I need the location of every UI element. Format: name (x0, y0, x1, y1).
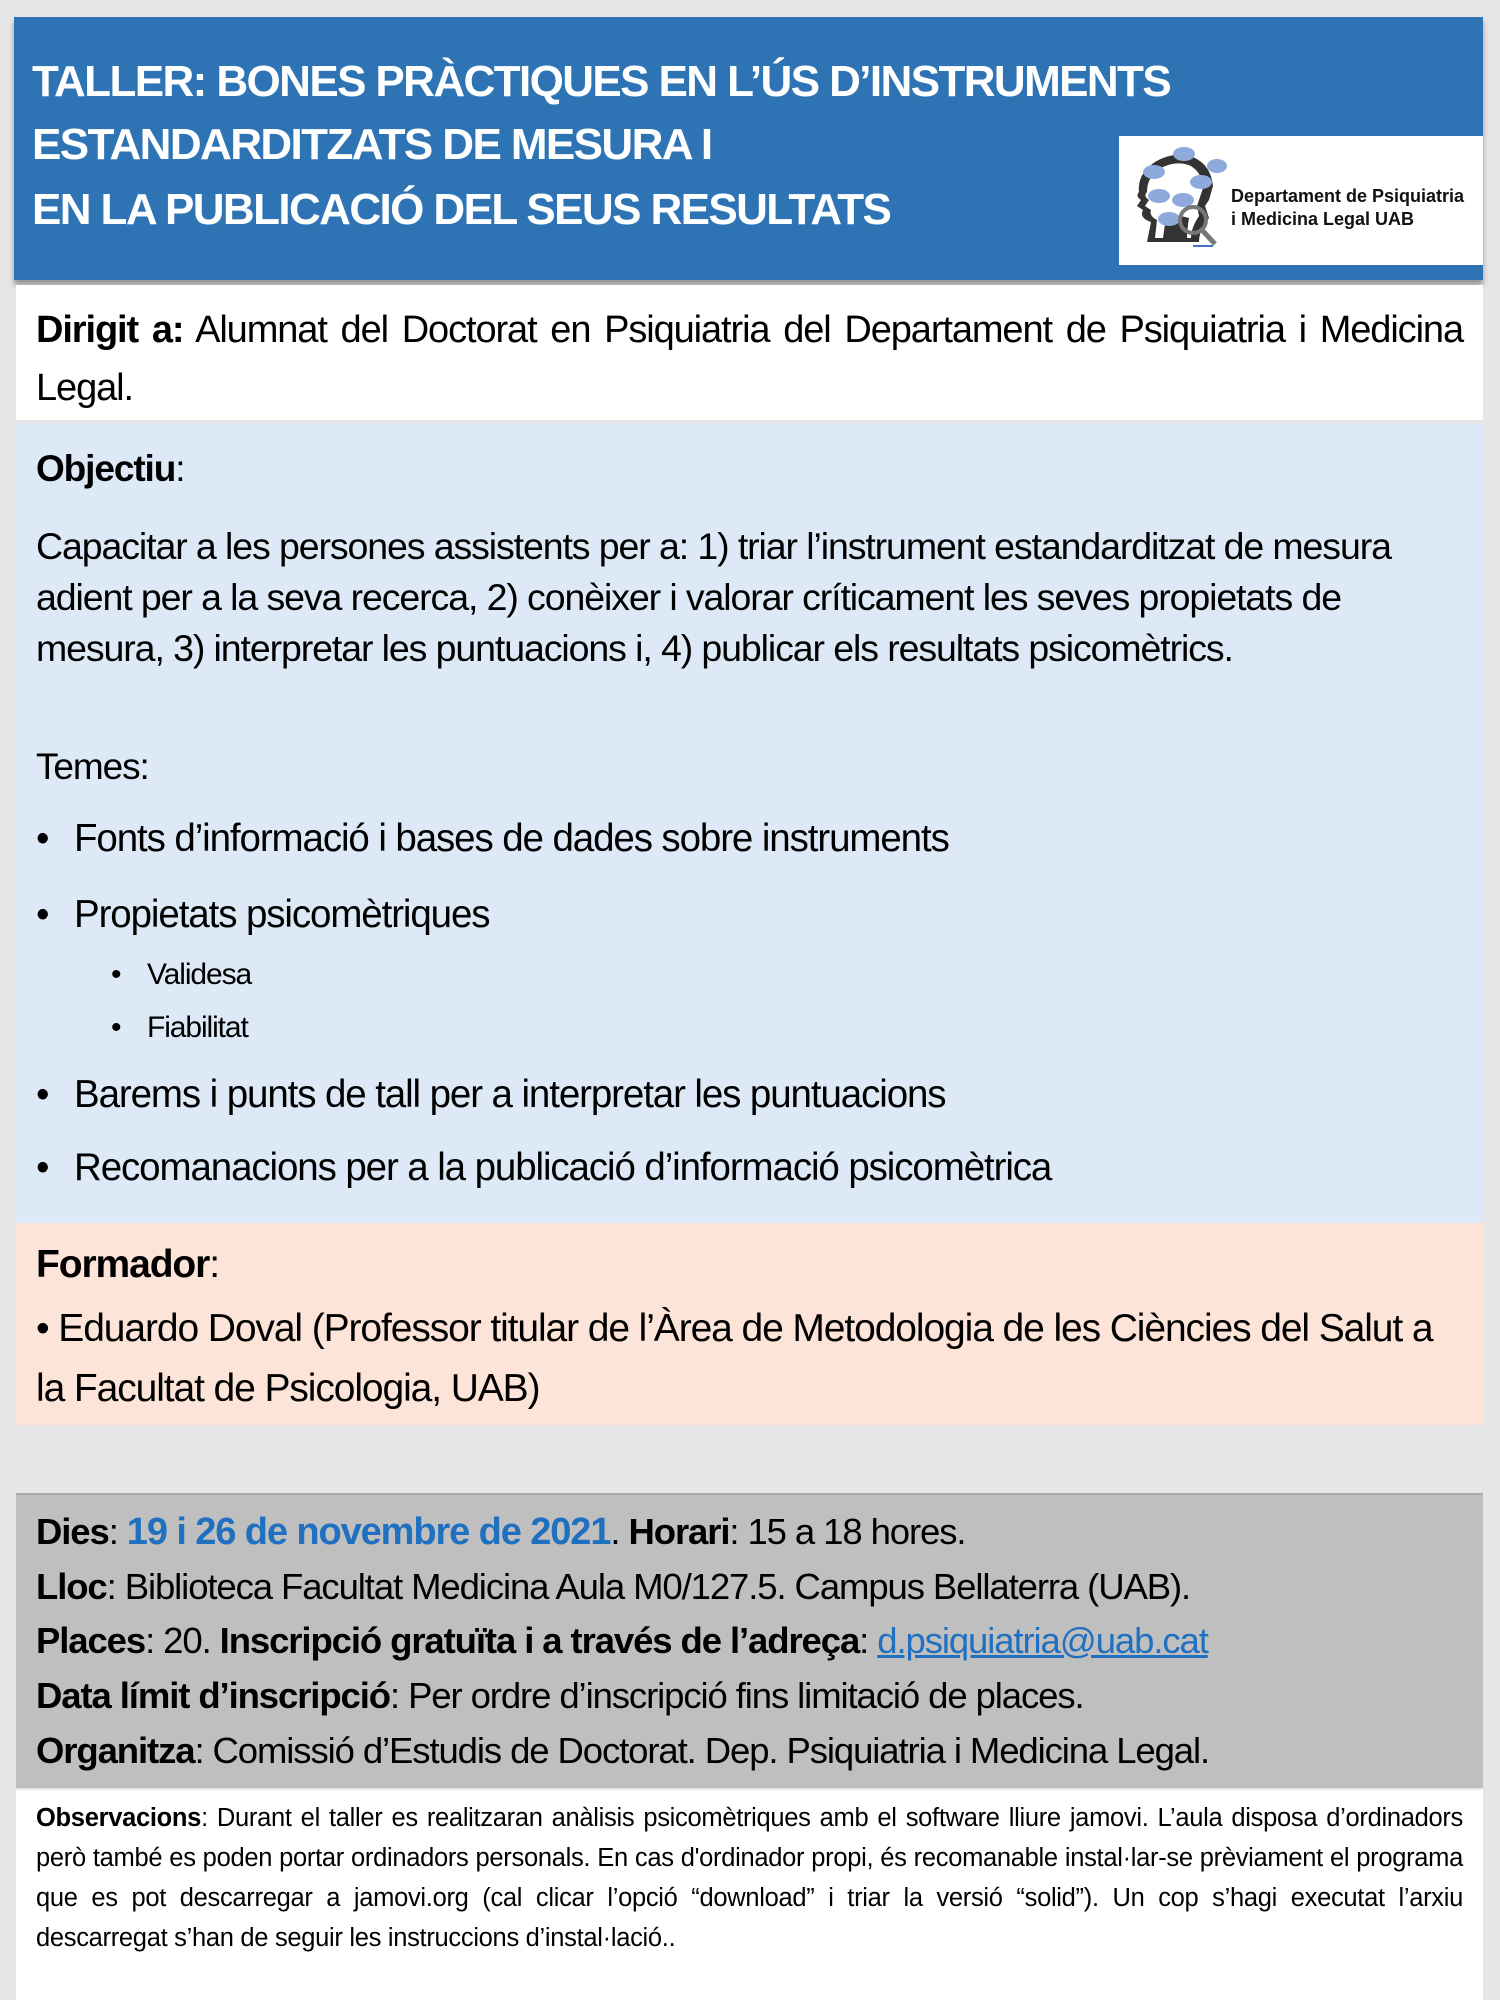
header-banner (14, 17, 1483, 280)
organizer-line (36, 1730, 1209, 1772)
head-magnifier-logo-icon (1129, 144, 1239, 256)
trainer-text: • Eduardo Doval (Professor titular de l’Àrea de Metodologia de les Ciències del Salut a la Facultat de Psicologia, UAB) (36, 1307, 1433, 1410)
topic-text: Fonts d’informació i bases de dades sobre instruments (74, 817, 949, 860)
logo-text-line-2: i Medicina Legal UAB (1231, 209, 1415, 229)
registration-label: Inscripció gratuïta i a través de l’adreça (219, 1620, 860, 1661)
location-label: Lloc (36, 1566, 107, 1607)
topic-text: Propietats psicomètriques (74, 893, 490, 936)
department-logo (1119, 136, 1483, 265)
topic-text: Recomanacions per a la publicació d’informació psicomètrica (74, 1146, 1052, 1189)
places-label: Places (36, 1620, 146, 1661)
observations-section (16, 1790, 1483, 2000)
topic-item (36, 1146, 1051, 1190)
topic-text: Barems i punts de tall per a interpretar les puntuacions (74, 1073, 946, 1116)
schedule-value: : 15 a 18 hores. (729, 1511, 966, 1552)
places-value: : 20. (145, 1620, 220, 1661)
audience-text: Alumnat del Doctorat en Psiquiatria del Departament de Psiquiatria i Medicina Legal. (36, 309, 1463, 409)
subtopic-text: Validesa (147, 958, 252, 991)
trainer-heading (36, 1243, 219, 1287)
bullet-icon: • (111, 1011, 121, 1044)
registration-email-link[interactable]: d.psiquiatria@uab.cat (877, 1620, 1208, 1661)
location-value: : Biblioteca Facultat Medicina Aula M0/127.5. Campus Bellaterra (UAB). (106, 1566, 1191, 1607)
organizer-value: : Comissió d’Estudis de Doctorat. Dep. Psiquiatria i Medicina Legal. (194, 1730, 1210, 1771)
bullet-icon: • (36, 817, 49, 860)
audience-label: Dirigit a: (36, 309, 184, 351)
trainer-colon: : (209, 1243, 219, 1286)
bullet-icon: • (111, 958, 121, 991)
dates-label: Dies (36, 1511, 109, 1552)
title-line-1: TALLER: BONES PRÀCTIQUES EN L’ÚS D’INSTRUMENTS (32, 57, 1171, 106)
title-line-3: EN LA PUBLICACIÓ DEL SEUS RESULTATS (32, 185, 891, 234)
subtopic-item (111, 1011, 248, 1045)
logo-text-line-1: Departament de Psiquiatria (1231, 186, 1465, 206)
deadline-line (36, 1675, 1084, 1717)
subtopic-item (111, 958, 251, 992)
objective-colon: : (175, 448, 185, 489)
observations-label: Observacions (36, 1804, 202, 1832)
event-info-section (16, 1493, 1483, 1788)
objective-section (16, 423, 1483, 1223)
places-line: Places: 20. Inscripció gratuïta i a través de l’adreça: d.psiquiatria@uab.cat (36, 1620, 1208, 1661)
topic-item (36, 893, 489, 937)
audience-section (16, 285, 1483, 420)
observations-paragraph (36, 1798, 1463, 1958)
bullet-icon: • (36, 893, 49, 936)
topic-item (36, 817, 949, 861)
bullet-icon: • (36, 1146, 49, 1189)
objective-heading (36, 448, 184, 490)
deadline-value: : Per ordre d’inscripció fins limitació de places. (389, 1675, 1084, 1716)
dates-value: 19 i 26 de novembre de 2021 (126, 1511, 611, 1553)
dates-line: Dies: 19 i 26 de novembre de 2021. Horari: 15 a 18 hores. (36, 1511, 966, 1553)
topic-item (36, 1073, 945, 1117)
observations-text: : Durant el taller es realitzaran anàlisis psicomètriques amb el software lliure jamovi. L’aula disposa d’ordinadors però també es poden portar ordinadors personals. En cas d'ordinador propi, és recomanable instal·lar-se prèviament el programa que es pot descarregar a jamovi.org (cal clicar l’opció “download” i triar la versió “solid”). Un cop s’hagi executat l’arxiu descarregat s’han de seguir les instruccions d’instal·lació.. (36, 1804, 1463, 1952)
subtopic-text: Fiabilitat (147, 1011, 248, 1044)
bullet-icon: • (36, 1073, 49, 1116)
organizer-label: Organitza (36, 1730, 195, 1771)
topics-heading: Temes: (36, 746, 149, 787)
objective-text: Capacitar a les persones assistents per a: 1) triar l’instrument estandarditzat de mesura adient per a la seva recerca, 2) conèixer i valorar críticament les seves propietats de mesura, 3) interpretar les puntuacions i, 4) publicar els resultats psicomètrics. (36, 525, 1391, 669)
deadline-label: Data límit d’inscripció (36, 1675, 390, 1716)
title-line-2: ESTANDARDITZATS DE MESURA I (32, 120, 712, 169)
schedule-label: Horari (628, 1511, 730, 1552)
trainer-section (16, 1223, 1483, 1425)
trainer-label: Formador (36, 1243, 210, 1286)
objective-label: Objectiu (36, 448, 176, 489)
location-line (36, 1566, 1190, 1608)
audience-paragraph (36, 301, 1463, 417)
